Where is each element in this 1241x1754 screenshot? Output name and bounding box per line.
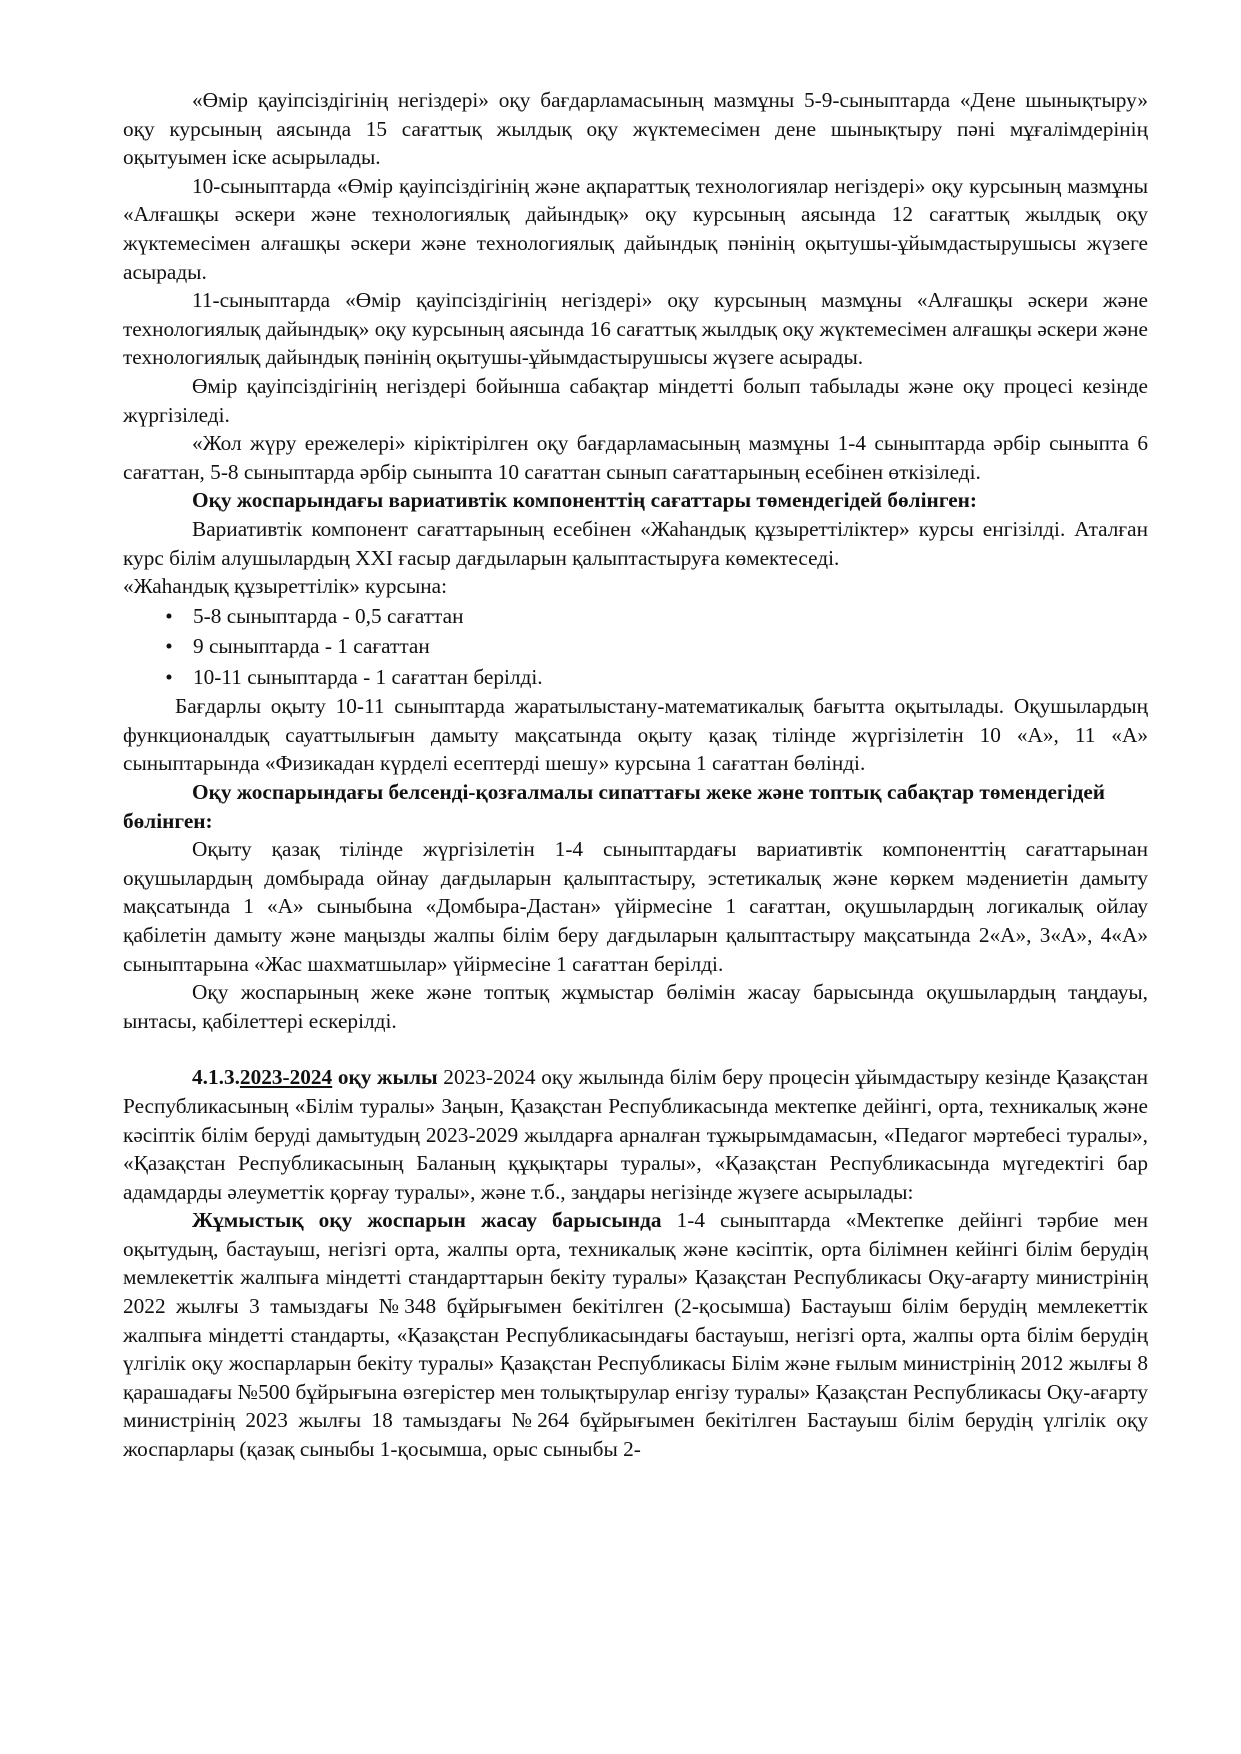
work-plan-lead: Жұмыстық оқу жоспарын жасау барысында (192, 1208, 662, 1233)
section-text: 2023-2024 оқу жылында білім беру процесін ұйымдастыру кезінде Қазақстан Республикасының «Білім туралы» Заңын, Қазақстан Республикасында мектепке дейінгі, орта, техникалық және кәсіптік білім беруді дамытудың 2023-2029 жылдарға арналған тұжырымдамасын, «Педагог мәртебесі туралы», «Қазақстан Республикасының Баланың құқықтары туралы», «Қазақстан Республикасында мүгедектігі бар адамдарды әлеуметтік қорғау туралы», және т.б., заңдары негізінде жүзеге асырылады: (123, 1065, 1148, 1204)
section-label: оқу жылы (332, 1065, 438, 1090)
section-number: 4.1.3. (192, 1065, 240, 1090)
list-item: • 5-8 сыныптарда - 0,5 сағаттан (159, 601, 1148, 632)
hours-bullet-list (123, 601, 1148, 693)
paragraph-life-safety-10: 10-сыныптарда «Өмір қауіпсіздігінің және ақпараттық технологиялар негіздері» оқу курсының мазмұны «Алғашқы әскери және технологиялық дайындық» оқу курсының аясында 12 сағаттық жылдық оқу жүктемесімен алғашқы әскери және технологиялық дайындық пәнінің оқытушы-ұйымдастырушысы жүзеге асырады. (123, 173, 1148, 284)
paragraph-life-safety-mandatory: Өмір қауіпсіздігінің негіздері бойынша сабақтар міндетті болып табылады және оқу процесі кезінде жүргізіледі. (123, 373, 1148, 427)
section-4-1-3 (123, 1063, 1148, 1206)
heading-variative-component: Оқу жоспарындағы вариативтік компоненттің сағаттары төмендегідей бөлінген: (192, 488, 978, 513)
bullet-icon: • (165, 664, 173, 689)
paragraph-global-competencies-intro: «Жаһандық құзыреттілік» курсына: (123, 574, 448, 599)
section-spacer (123, 1035, 1148, 1063)
paragraph-profile-education: Бағдарлы оқыту 10-11 сыныптарда жаратылыстану-математикалық бағытта оқытылады. Оқушылардың функционалдық сауаттылығын дамыту мақсатында оқыту қазақ тілінде жүргізілетін 10 «А», 11 «А» сыныптарында «Физикадан күрделі есептерді шешу» курсына 1 сағаттан бөлінді. (123, 694, 1148, 776)
list-item: • 9 сыныптарда - 1 сағаттан (159, 631, 1148, 662)
bullet-icon: • (165, 634, 173, 659)
paragraph-global-competencies: Вариативтік компонент сағаттарының есебінен «Жаһандық құзыреттіліктер» курсы енгізілді. Аталған курс білім алушылардың XXI ғасыр дағдыларын қалыптастыруға көмектеседі. (123, 516, 1148, 570)
paragraph-active-lessons: Оқыту қазақ тілінде жүргізілетін 1-4 сыныптардағы вариативтік компоненттің сағаттарынан оқушылардың домбырада ойнау дағдыларын қалыптастыру, эстетикалық және көркем мәдениетін дамыту мақсатында 1 «А» сыныбына «Домбыра-Дастан» үйірмесіне 1 сағаттан, оқушылардың логикалық ойлау қабілетін дамыту және маңызды жалпы білім беру дағдыларын қалыптастыру мақсатында 2«А», 3«А», 4«А» сыныптарына «Жас шахматшылар» үйірмесіне 1 сағаттан берілді. (123, 837, 1148, 976)
paragraph-traffic-rules: «Жол жүру ережелері» кіріктірілген оқу бағдарламасының мазмұны 1-4 сыныптарда әрбір сыныпта 6 сағаттан, 5-8 сыныптарда әрбір сыныпта 10 сағаттан сынып сағаттарының есебінен өткізіледі. (123, 431, 1148, 484)
paragraph-work-plan (123, 1206, 1148, 1463)
work-plan-text: 1-4 сыныптарда «Мектепке дейінгі тәрбие мен оқытудың, бастауыш, негізгі орта, жалпы орта, техникалық және кәсіптік, орта білімнен кейінгі білім берудің мемлекеттік жалпыға міндетті стандарттарын бекіту туралы» Қазақстан Республикасы Оқу-ағарту министрінің 2022 жылғы 3 тамыздағы №348 бұйрығымен бекітілген (2-қосымша) Бастауыш білім берудің мемлекеттік жалпыға міндетті стандарты, «Қазақстан Республикасындағы бастауыш, негізгі орта, жалпы орта білім берудің үлгілік оқу жоспарларын бекіту туралы» Қазақстан Республикасы Білім және ғылым министрінің 2012 жылғы 8 қарашадағы №500 бұйрығына өзгерістер мен толықтырулар енгізу туралы» Қазақстан Республикасы Оқу-ағарту министрінің 2023 жылғы 18 тамыздағы №264 бұйрығымен бекітілген Бастауыш білім берудің үлгілік оқу жоспарлары (қазақ сыныбы 1-қосымша, орыс сыныбы 2- (123, 1208, 1148, 1462)
list-item: • 10-11 сыныптарда - 1 сағаттан берілді. (159, 662, 1148, 693)
bullet-icon: • (165, 603, 173, 628)
paragraph-life-safety-11: 11-сыныптарда «Өмір қауіпсіздігінің негіздері» оқу курсының мазмұны «Алғашқы әскери және технологиялық дайындық» оқу курсының аясында 16 сағаттық жылдық оқу жүктемесімен алғашқы әскери және технологиялық дайындық пәнінің оқытушы-ұйымдастырушысы жүзеге асырады. (123, 288, 1148, 370)
section-year: 2023-2024 (239, 1065, 333, 1090)
paragraph-life-safety-5-9: «Өмір қауіпсіздігінің негіздері» оқу бағдарламасының мазмұны 5-9-сыныптарда «Дене шынықтыру» оқу курсының аясында 15 сағаттық жылдық оқу жүктемесімен дене шынықтыру пәні мұғалімдерінің оқытуымен іске асырылады. (123, 88, 1148, 170)
heading-active-lessons: Оқу жоспарындағы белсенді-қозғалмалы сипаттағы жеке және топтық сабақтар төмендегідей бөлінген: (123, 779, 1106, 833)
paragraph-individual-work: Оқу жоспарының жеке және топтық жұмыстар бөлімін жасау барысында оқушылардың таңдауы, ынтасы, қабілеттері ескерілді. (123, 980, 1148, 1033)
